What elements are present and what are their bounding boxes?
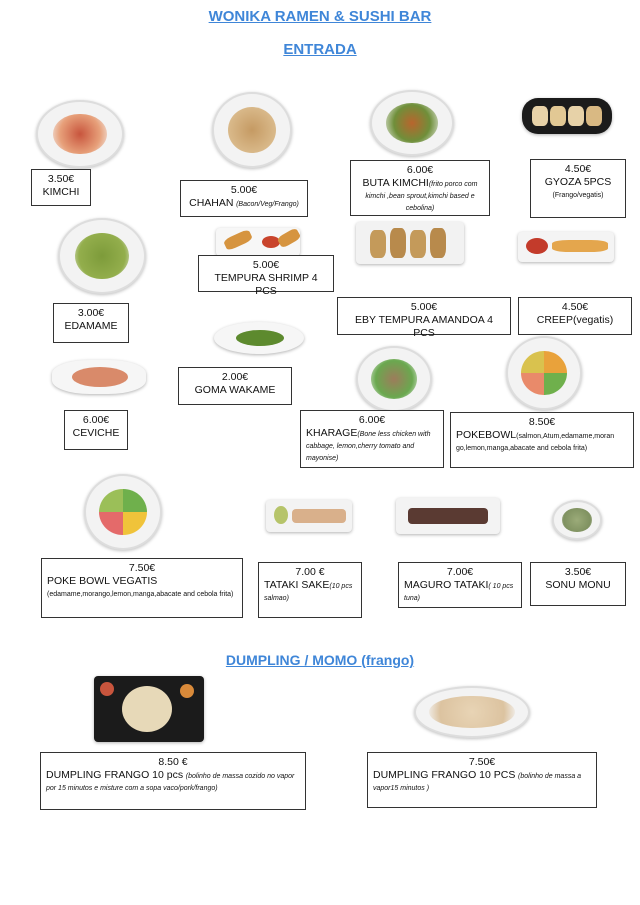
eby-tempura-photo [356, 222, 464, 264]
menu-item-poke-vegatis [41, 558, 243, 618]
menu-item-gyoza [530, 159, 626, 218]
tempura-shrimp-photo [216, 228, 300, 256]
creep-photo [518, 232, 614, 262]
item-name: EDAMAME [64, 320, 118, 333]
item-name: TEMPURA SHRIMP 4 PCS [214, 272, 318, 298]
menu-item-tataki-sake [258, 562, 362, 618]
item-price: 6.00€ [358, 414, 386, 426]
menu-item-tempura-shrimp [198, 255, 334, 298]
item-price: 3.50€ [564, 566, 592, 578]
gyoza-photo [522, 98, 612, 134]
item-price: 6.00€ [406, 164, 434, 176]
restaurant-title: WONIKA RAMEN & SUSHI BAR [208, 8, 432, 25]
menu-item-sonu-monu [530, 562, 626, 606]
item-price: 4.50€ [564, 163, 592, 175]
item-description: (bolinho de massa a vapor15 minutos ) [373, 773, 582, 793]
item-price: 5.00€ [230, 184, 258, 196]
item-description: (frito porco com kimchi ,bean sprout,kimchi based e cebolina) [365, 181, 478, 213]
item-price: 8.50 € [158, 756, 188, 768]
menu-item-kharage [300, 410, 444, 468]
item-price: 7.50€ [128, 562, 156, 574]
background-watermark-text [370, 270, 373, 281]
item-name: DUMPLING FRANGO 10 PCS [373, 769, 516, 782]
buta-kimchi-photo [370, 90, 454, 156]
item-name: BUTA KIMCHI [362, 177, 429, 190]
item-name: CREEP(vegatis) [536, 314, 614, 327]
ceviche-photo [52, 360, 146, 394]
menu-item-dumpling-soup [40, 752, 306, 810]
item-price: 3.00€ [77, 307, 105, 319]
item-description: (Bone less chicken with cabbage, lemon,cherry tomato and mayonise) [306, 431, 431, 463]
kimchi-photo [36, 100, 124, 168]
item-price: 8.50€ [528, 416, 556, 428]
item-price: 5.00€ [252, 259, 280, 271]
item-price: 7.00€ [446, 566, 474, 578]
item-name: GOMA WAKAME [194, 384, 276, 397]
menu-item-pokebowl [450, 412, 634, 468]
item-name: KHARAGE [306, 427, 358, 440]
item-description: (Bacon/Veg/Frango) [236, 201, 299, 209]
chahan-photo [212, 92, 292, 168]
menu-item-kimchi [31, 169, 91, 206]
goma-wakame-photo [214, 322, 304, 354]
menu-item-buta-kimchi [350, 160, 490, 216]
menu-item-edamame [53, 303, 129, 343]
item-price: 6.00€ [82, 414, 110, 426]
item-name: CHAHAN [189, 197, 234, 210]
item-description: ( 10 pcs tuna) [404, 583, 514, 603]
item-description: (bolinho de massa cozido no vapor por 15 minutos e misture com a sopa vaco/pork/frango) [46, 773, 295, 793]
item-price: 5.00€ [410, 301, 438, 313]
item-price: 4.50€ [561, 301, 589, 313]
menu-item-goma-wakame [178, 367, 292, 405]
menu-item-dumpling-steamed [367, 752, 597, 808]
item-name: POKE BOWL VEGATIS [47, 575, 158, 588]
dumpling-soup-photo [94, 676, 204, 742]
item-name: DUMPLING FRANGO 10 pcs [46, 769, 184, 782]
item-name: SONU MONU [545, 579, 611, 592]
item-price: 7.00 € [295, 566, 325, 578]
item-name: EBY TEMPURA AMANDOA 4 PCS [355, 314, 493, 340]
dumpling-plate-photo [414, 686, 530, 738]
item-price: 3.50€ [47, 173, 75, 185]
menu-item-eby-tempura [337, 297, 511, 340]
menu-item-creep [518, 297, 632, 335]
item-description: (10 pcs salmao) [264, 583, 353, 603]
item-name: KIMCHI [42, 186, 80, 199]
sonu-monu-photo [552, 500, 602, 540]
item-name: GYOZA 5PCS [544, 176, 612, 189]
section-heading-dumpling: DUMPLING / MOMO (frango) [225, 652, 415, 668]
pokebowl-photo [506, 336, 582, 410]
section-heading-entrada: ENTRADA [283, 41, 357, 58]
item-description: (Frango/vegatis) [552, 192, 604, 200]
menu-item-maguro-tataki [398, 562, 522, 608]
kharage-photo [356, 346, 432, 412]
item-description: (edamame,morango,lemon,manga,abacate and cebola frita) [47, 591, 234, 599]
item-name: MAGURO TATAKI [404, 579, 489, 592]
item-price: 2.00€ [221, 371, 249, 383]
item-price: 7.50€ [468, 756, 496, 768]
poke-vegatis-photo [84, 474, 162, 550]
edamame-photo [58, 218, 146, 294]
menu-item-ceviche [64, 410, 128, 450]
item-name: POKEBOWL [456, 429, 517, 442]
tataki-sake-photo [266, 500, 352, 532]
item-name: CEVICHE [72, 427, 120, 440]
menu-item-chahan [180, 180, 308, 217]
maguro-tataki-photo [396, 498, 500, 534]
item-description: (salmon,Atum,edamame,moran go,lemon,manga,abacate and cebola frita) [456, 433, 615, 453]
item-name: TATAKI SAKE [264, 579, 330, 592]
